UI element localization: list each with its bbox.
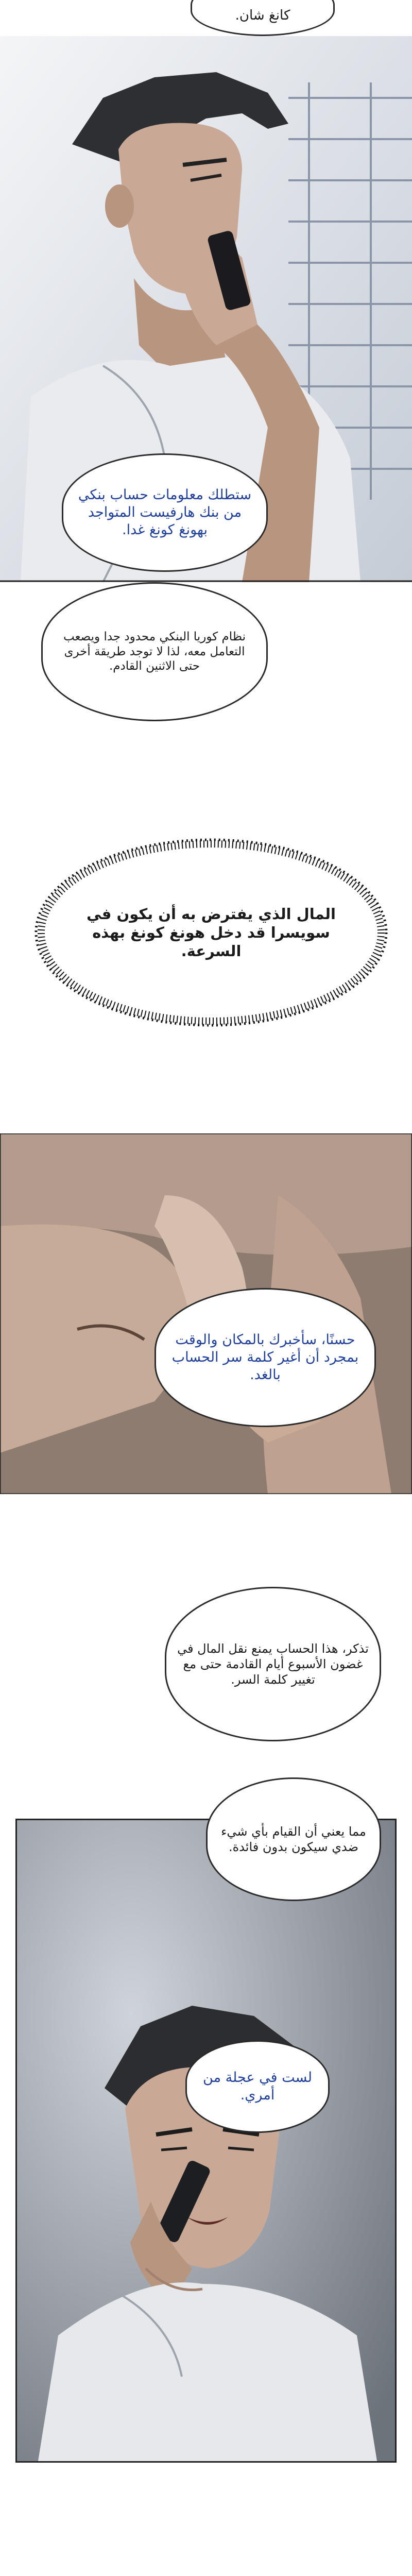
speech-bubble-4	[154, 1288, 376, 1427]
spiky-text-3-wrap	[67, 876, 355, 989]
speech-bubble-6	[206, 1777, 381, 1901]
speech-bubble-7	[185, 2040, 330, 2133]
speech-bubble-1	[62, 453, 268, 572]
panel-3-art	[17, 1820, 397, 2463]
speech-bubble-5	[165, 1587, 381, 1741]
speech-text-7: لست في عجلة من أمري.	[203, 2070, 312, 2103]
speech-text-2: نظام كوريا البنكي محدود جدا ويصعب التعامل معه، لذا لا توجد طريقة أخرى حتى الاثنين القادم.	[63, 630, 246, 673]
speech-bubble-top	[191, 0, 335, 36]
speech-text-top: كانغ شان.	[235, 7, 290, 23]
panel-man-phone-2	[15, 1819, 397, 2463]
speech-text-6: مما يعني أن القيام بأي شيء ضدي سيكون بدون فائدة.	[221, 1824, 366, 1854]
speech-text-1: ستطلك معلومات حساب بنكي من بنك هارفيست المتواجد بهونغ كونغ غدا.	[78, 487, 252, 538]
speech-text-4: حسنًا، سأخبرك بالمكان والوقت بمجرد أن أغير كلمة سر الحساب بالغد.	[171, 1332, 359, 1383]
spiky-text-3: المال الذي يفترض به أن يكون في سويسرا قد دخل هونغ كونغ بهذه السرعة.	[87, 905, 336, 960]
speech-text-5: تذكر، هذا الحساب يمنع نقل المال في غضون الأسبوع أيام القادمة حتى مع تغيير كلمة السر.	[177, 1641, 369, 1687]
speech-bubble-2	[41, 582, 268, 721]
